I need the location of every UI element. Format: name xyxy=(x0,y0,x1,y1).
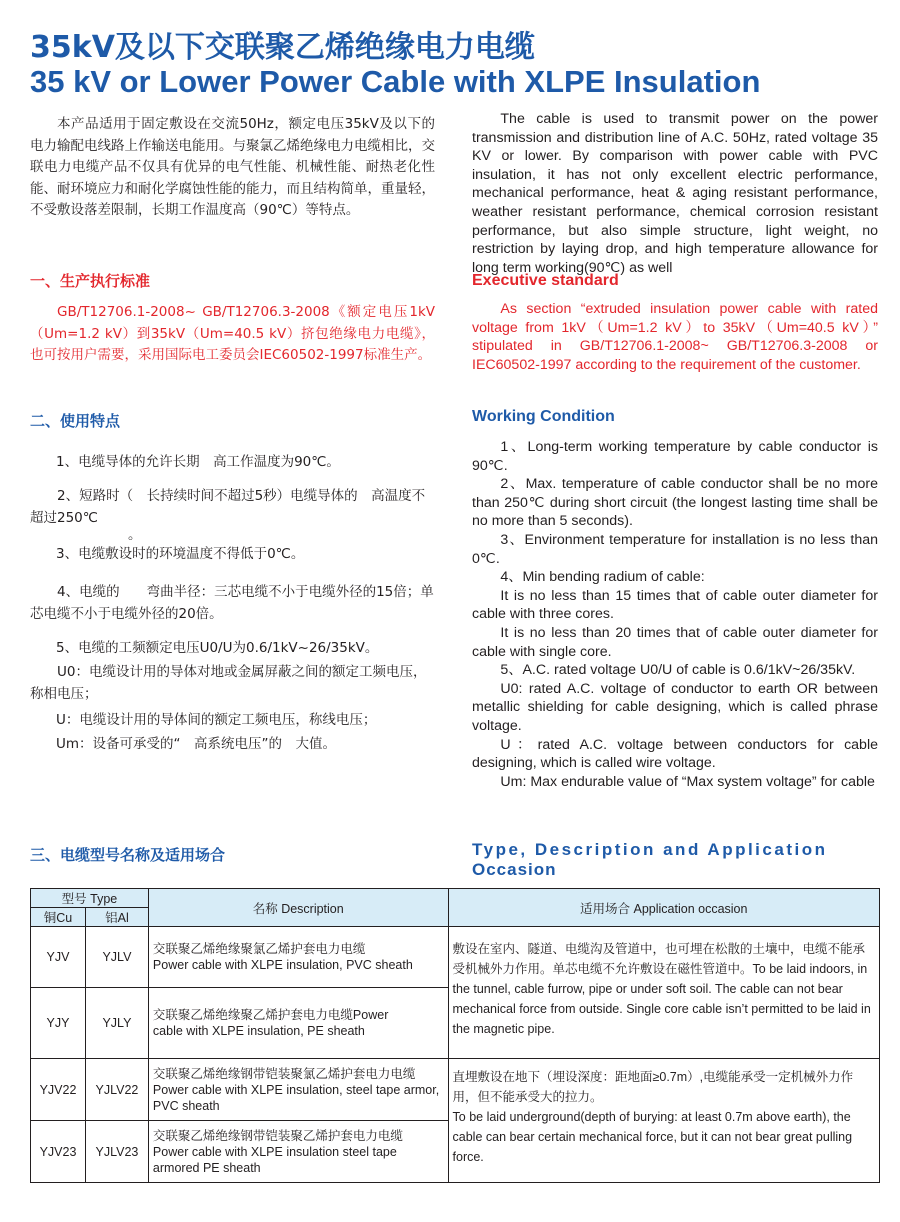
section-heading-working-condition: Working Condition xyxy=(472,408,615,425)
condition-item-5: 5、A.C. rated voltage U0/U of cable is 0.6/1kV~26/35kV. xyxy=(500,662,856,679)
condition-item-um: Um: Max endurable value of “Max system voltage” for cable xyxy=(500,773,875,790)
condition-item-3: 3、Environment temperature for installation is no less than 0℃. xyxy=(472,531,878,567)
occasion-cell-2 xyxy=(448,1059,879,1183)
page-title-cn: 35kV及以下交联聚乙烯绝缘电力电缆 xyxy=(30,30,535,65)
header-type: 型号 Type xyxy=(31,889,149,908)
feature-item-4-cn: 4、电缆的 弯曲半径：三芯电缆不小于电缆外径的15倍；单芯电缆不小于电缆外径的20倍。 xyxy=(30,584,434,622)
standard-text-cn: GB/T12706.1-2008~ GB/T12706.3-2008《额定电压1kV（Um=1.2 kV）到35kV（Um=40.5 kV）挤包绝缘电力电缆》，也可按用户需要，采用国际电工委员会IEC60502-1997标准生产。 xyxy=(30,304,435,363)
description-en: Power cable with XLPE insulation, steel tape armor, PVC sheath xyxy=(152,1082,440,1113)
condition-item-1: 1、Long-term working temperature by cable conductor is 90℃. xyxy=(472,439,878,474)
description-cn: 交联聚乙烯绝缘聚乙烯护套电力电缆Power xyxy=(152,1008,389,1022)
stray-dot: 。 xyxy=(128,527,142,543)
table-row xyxy=(31,1059,880,1121)
type-al: YJLY xyxy=(85,988,148,1059)
table-row xyxy=(31,927,880,988)
type-cu: YJV xyxy=(31,927,86,988)
feature-item-um-cn: Um：设备可承受的“ 高系统电压”的 大值。 xyxy=(56,736,337,752)
type-cu: YJV23 xyxy=(31,1121,86,1183)
description-en: Power cable with XLPE insulation steel tape armored PE sheath xyxy=(152,1144,397,1175)
description-en: cable with XLPE insulation, PE sheath xyxy=(152,1024,365,1038)
header-description: 名称 Description xyxy=(148,889,448,927)
occasion-cell-1: 敷设在室内、隧道、电缆沟及管道中，也可埋在松散的土壤中，电缆不能承受机械外力作用。单芯电缆不允许敷设在磁性管道中。To be laid indoors, in the tunnel, cable furrow, pipe or under soft soil. The cable can not bear mechanical force from outside. Single core cable isn’t permitted to be laid in the magnetic pipe. xyxy=(448,927,879,1059)
intro-text-cn: 本产品适用于固定敷设在交流50Hz，额定电压35kV及以下的电力输配电线路上作输送电能用。与聚氯乙烯绝缘电力电缆相比，交联电力电缆产品不仅具有优异的电气性能、机械性能、耐热老化性能、耐环境应力和耐化学腐蚀性能的能力，而且结构简单，重量轻，不受敷设落差限制，长期工作温度高（90℃）等特点。 xyxy=(30,116,435,218)
description-cn: 交联聚乙烯绝缘钢带铠装聚乙烯护套电力电缆 xyxy=(152,1128,403,1143)
feature-item-3-cn: 3、电缆敷设时的环境温度不得低于0℃。 xyxy=(56,546,305,562)
occasion-2-cn: 直埋敷设在地下（埋设深度：距地面≥0.7m）,电缆能承受一定机械外力作用，但不能承受大的拉力。 xyxy=(452,1070,854,1104)
description-cell xyxy=(148,927,448,988)
feature-item-2-cn: 2、短路时（ 长持续时间不超过5秒）电缆导体的 高温度不超过250℃ xyxy=(30,488,426,526)
header-al: 铝Al xyxy=(85,908,148,927)
condition-item-2: 2、Max. temperature of cable conductor shall be no more than 250℃ during short circuit (the longest lasting time shall be no more than 5 seconds). xyxy=(472,476,878,530)
standard-text-en: As section “extruded insulation power cable with rated voltage from 1kV（Um=1.2 kV）to 35kV（Um=40.5 kV）” stipulated in GB/T12706.1-2008~ GB/T12706.3-2008 or IEC60502-1997 according to the requirement of the customer. xyxy=(472,301,878,373)
condition-item-4b: It is no less than 20 times that of cable outer diameter for cable with single core. xyxy=(472,624,878,660)
type-al: YJLV23 xyxy=(85,1121,148,1183)
feature-item-u-cn: U：电缆设计用的导体间的额定工频电压，称线电压； xyxy=(56,712,377,728)
section-heading-types-en-2: Occasion xyxy=(472,860,557,879)
section-heading-features-cn: 二、使用特点 xyxy=(30,412,121,430)
condition-item-u: U：rated A.C. voltage between conductors for cable designing, which is called wire voltage. xyxy=(472,736,878,772)
condition-item-4a: It is no less than 15 times that of cable outer diameter for cable with three cores. xyxy=(472,587,878,623)
intro-text-en: The cable is used to transmit power on the power transmission and distribution line of A.C. 50Hz, rated voltage 35 KV or lower. By comparison with power cable with PVC insulation, it has not only excellent electric performance, mechanical performance, heat & aging resistant performance, weather resistant performance, chemical corrosion resistant performance, but also simple structure, light weight, no restriction by laying drop, and high temperature allowance for long term working(90℃) as well xyxy=(472,111,878,276)
type-al: YJLV xyxy=(85,927,148,988)
description-cell xyxy=(148,1121,448,1183)
condition-item-4: 4、Min bending radium of cable: xyxy=(500,569,705,586)
header-occasion: 适用场合 Application occasion xyxy=(448,889,879,927)
page-title-en: 35 kV or Lower Power Cable with XLPE Insulation xyxy=(30,64,761,99)
type-cu: YJV22 xyxy=(31,1059,86,1121)
description-cn: 交联聚乙烯绝缘聚氯乙烯护套电力电缆 xyxy=(152,942,366,956)
description-cell xyxy=(148,1059,448,1121)
occasion-2-en: To be laid underground(depth of burying: at least 0.7m above earth), the cable can bear certain mechanical force, but it can not bear great pulling force. xyxy=(452,1110,853,1164)
working-condition-list xyxy=(472,438,878,791)
section-heading-types-en-1: Type, Description and Application xyxy=(472,840,828,859)
type-cu: YJY xyxy=(31,988,86,1059)
description-cell xyxy=(148,988,448,1059)
condition-item-u0: U0: rated A.C. voltage of conductor to earth OR between metallic shielding for cable designing, which is called phrase voltage. xyxy=(472,680,878,734)
section-heading-standard-en: Executive standard xyxy=(472,272,619,289)
feature-item-1-cn: 1、电缆导体的允许长期 高工作温度为90℃。 xyxy=(56,454,340,470)
description-en: Power cable with XLPE insulation, PVC sheath xyxy=(152,958,413,972)
header-cu: 铜Cu xyxy=(31,908,86,927)
section-heading-standard-cn: 一、生产执行标准 xyxy=(30,272,151,290)
description-cn: 交联聚乙烯绝缘钢带铠装聚氯乙烯护套电力电缆 xyxy=(152,1066,416,1081)
section-heading-types-cn: 三、电缆型号名称及适用场合 xyxy=(30,846,226,864)
feature-item-5-cn: 5、电缆的工频额定电压U0/U为0.6/1kV~26/35kV。 xyxy=(56,640,379,656)
cable-type-table xyxy=(30,888,880,1183)
type-al: YJLV22 xyxy=(85,1059,148,1121)
feature-item-u0-cn: U0：电缆设计用的导体对地或金属屏蔽之间的额定工频电压，称相电压； xyxy=(30,664,427,702)
